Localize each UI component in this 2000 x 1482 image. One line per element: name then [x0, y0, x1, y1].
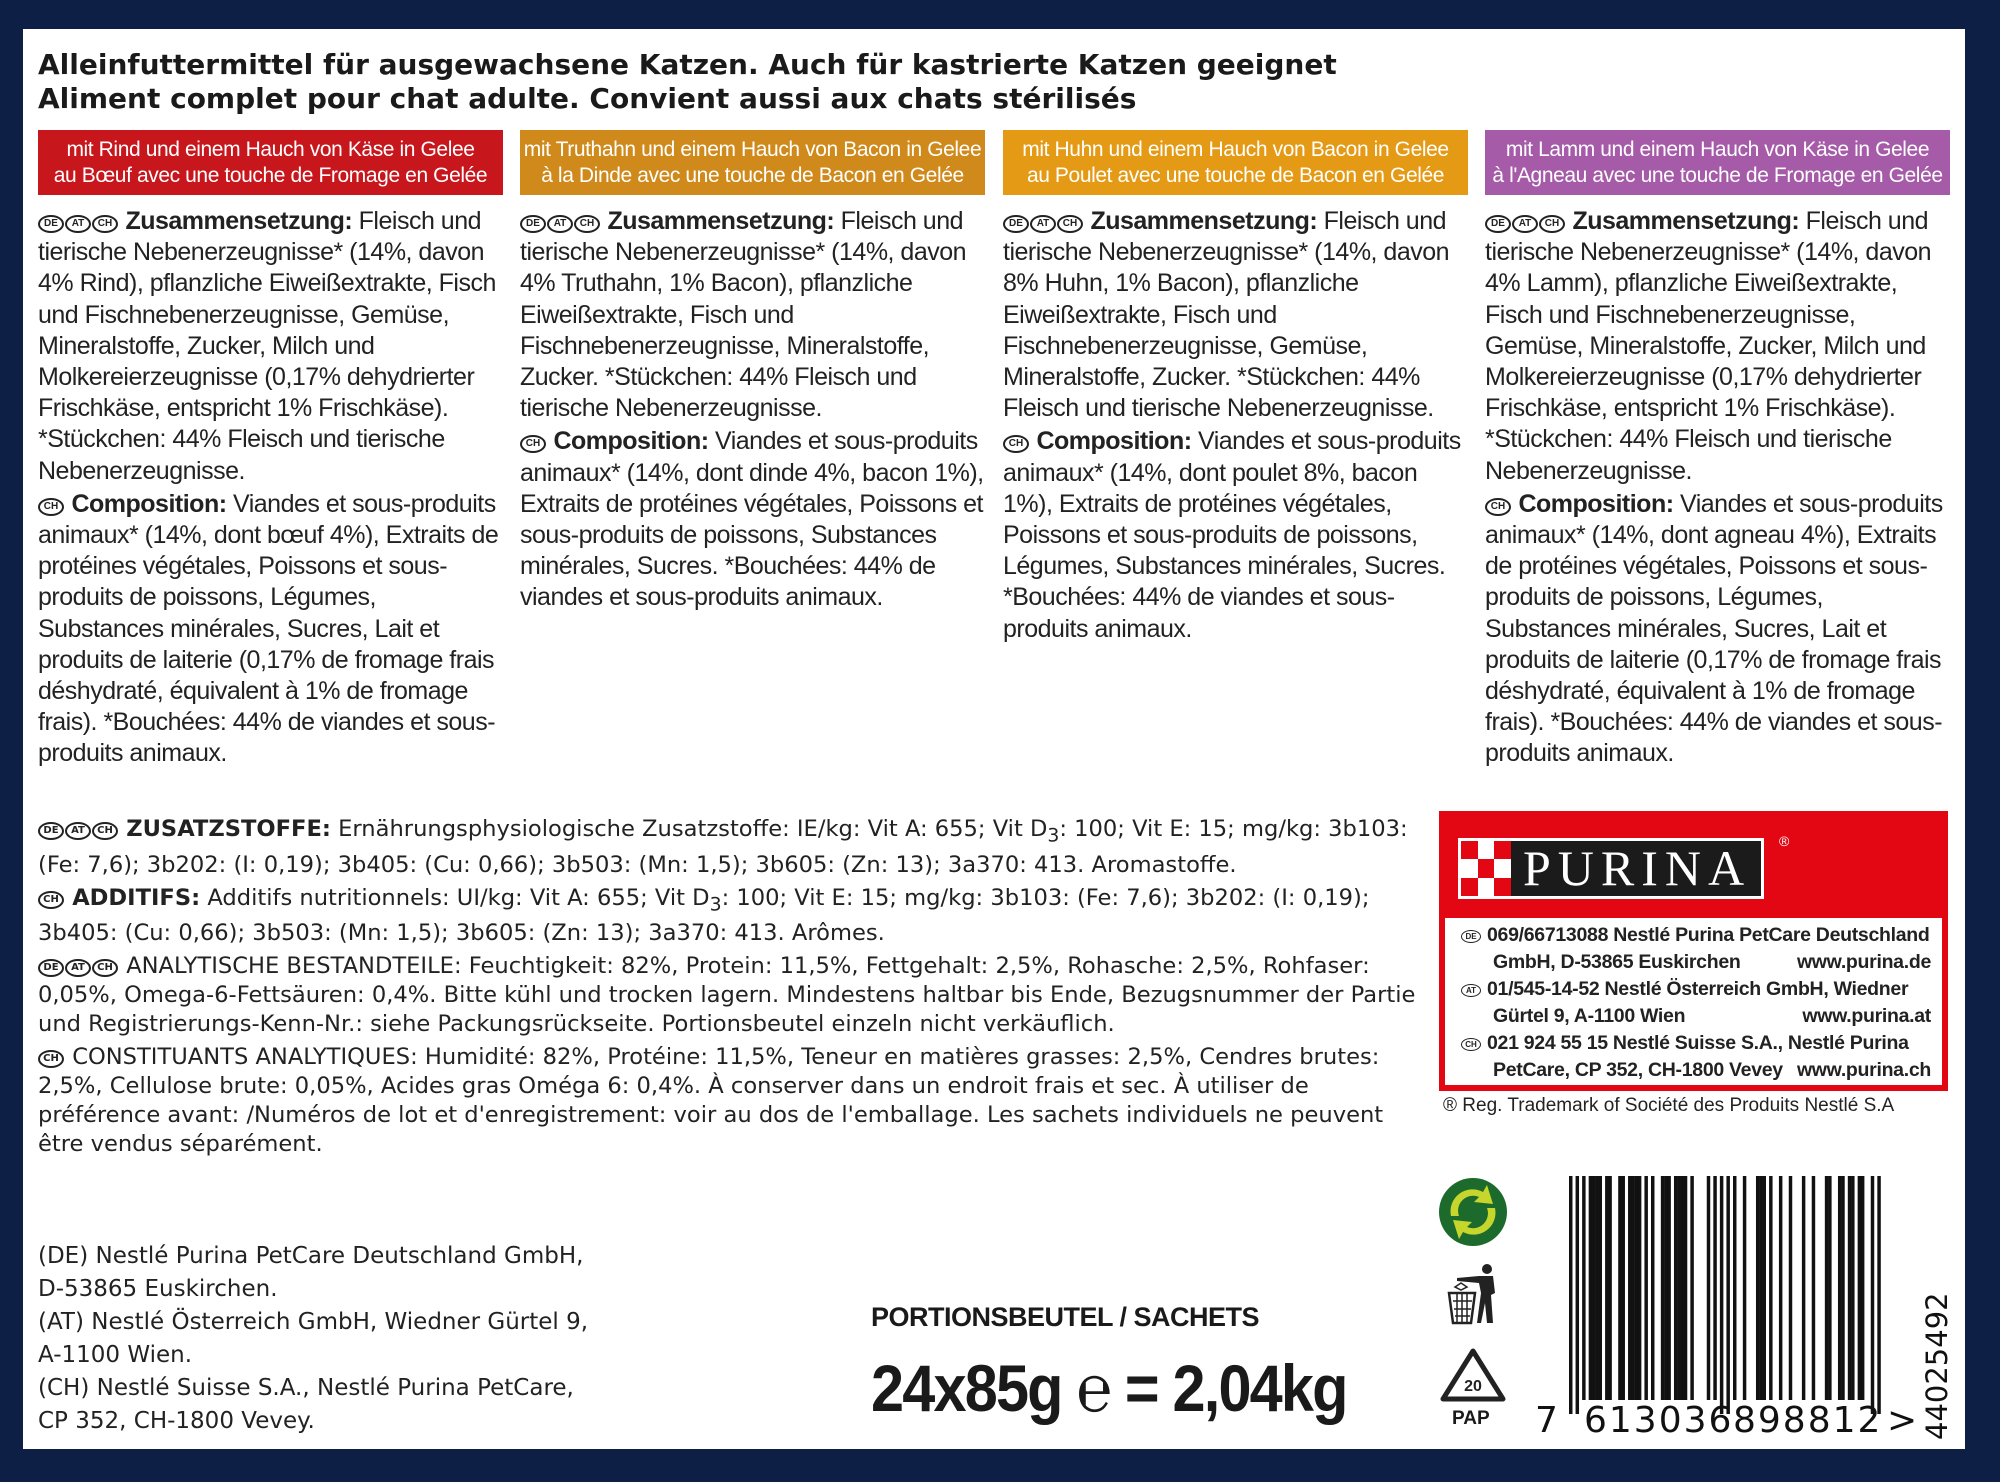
de-badge-icon: DE	[38, 215, 64, 233]
band-fr: au Poulet avec une touche de Bacon en Gelée	[1026, 163, 1445, 187]
de-badge-icon: DE	[38, 822, 64, 840]
text: PetCare, CP 352, CH-1800 Vevey	[1493, 1059, 1783, 1081]
barcode-bar	[1743, 1176, 1746, 1400]
barcode-bar	[1759, 1176, 1762, 1400]
composition-label: Zusammensetzung:	[1090, 207, 1318, 235]
barcode-bar	[1608, 1176, 1611, 1400]
website-link[interactable]: www.purina.at	[1802, 1005, 1931, 1027]
net-weight: 24x85g ℮ = 2,04kg	[871, 1351, 1347, 1425]
composition-column	[1485, 206, 1953, 772]
barcode-bar	[1861, 1176, 1864, 1400]
ch-badge-icon: CH	[1539, 215, 1565, 233]
composition-label: Zusammensetzung:	[607, 207, 835, 235]
composition-de	[38, 206, 506, 487]
at-badge-icon: AT	[65, 215, 91, 233]
pap-recycling-icon	[1437, 1347, 1509, 1409]
additives-fr	[38, 884, 1428, 949]
barcode-bar	[1769, 1176, 1772, 1400]
pap-number: 20	[1464, 1378, 1482, 1395]
barcode-bar	[1631, 1176, 1634, 1400]
text: : 100; Vit E: 15; mg/kg: 3b103: (Fe: 7,6); 3b202: (I: 0,19); 3b405: (Cu: 0,66); 3b503: (Mn: 1,5); 3b605: (Zn: 13); 3a370: 413. Aromastoffe.	[38, 816, 1408, 878]
text: Viandes et sous-produits animaux* (14%, dont bœuf 4%), Extraits de protéines végétales, Poissons et sous-produits de poissons, Légumes, Substances minérales, Sucres, Lait et produits de laiterie (0,17% de fromage frais déshydraté, équivalent à 1% de fromage frais). *Bouchées: 44% de viandes et sous-produits animaux.	[38, 489, 499, 768]
text: Gürtel 9, A-1100 Wien	[1493, 1005, 1686, 1027]
barcode-bar	[1733, 1176, 1736, 1400]
barcode-bar	[1644, 1176, 1647, 1400]
barcode-bar	[1877, 1176, 1880, 1414]
de-badge-icon: DE	[520, 215, 546, 233]
purina-box	[1439, 811, 1948, 1091]
at-badge-icon: AT	[65, 959, 91, 977]
barcode-bar	[1592, 1176, 1595, 1400]
composition-label: Composition:	[1518, 489, 1674, 518]
address-line: (AT) Nestlé Österreich GmbH, Wiedner Gürtel 9,	[38, 1309, 589, 1335]
ch-badge-icon: CH	[92, 215, 118, 233]
barcode-bar	[1763, 1176, 1766, 1400]
band-fr: à la Dinde avec une touche de Bacon en Gelée	[541, 163, 964, 187]
barcode-bar	[1667, 1176, 1670, 1400]
composition-label: Composition:	[553, 427, 709, 456]
composition-de	[520, 206, 988, 424]
barcode-bar	[1599, 1176, 1602, 1400]
barcode-bar	[1720, 1176, 1723, 1414]
barcode-bar	[1756, 1176, 1759, 1400]
additives-de-label: ZUSATZSTOFFE:	[126, 816, 331, 842]
ch-badge-icon: CH	[520, 435, 546, 453]
text: GmbH, D-53865 Euskirchen	[1493, 951, 1741, 973]
tidyman-icon	[1445, 1263, 1505, 1325]
barcode-bar	[1684, 1176, 1687, 1400]
composition-label: Composition:	[71, 489, 227, 518]
barcode-right-digits: 898812	[1733, 1400, 1883, 1441]
de-badge-icon: DE	[1461, 930, 1481, 943]
address-line: (DE) Nestlé Purina PetCare Deutschland GmbH,	[38, 1243, 584, 1269]
text: 01/545-14-52 Nestlé Österreich GmbH, Wiedner	[1487, 978, 1909, 1000]
barcode-bar	[1858, 1176, 1861, 1400]
address-line: D-53865 Euskirchen.	[38, 1276, 278, 1302]
pap-label: PAP	[1452, 1408, 1490, 1429]
at-badge-icon: AT	[65, 822, 91, 840]
at-badge-icon: AT	[1461, 984, 1481, 997]
ch-badge-icon: CH	[574, 215, 600, 233]
analytic-de	[38, 952, 1428, 1039]
logo-wordmark: PURINA	[1511, 841, 1761, 896]
barcode-bar	[1605, 1176, 1608, 1400]
barcode-bar	[1628, 1176, 1631, 1400]
portions-label: PORTIONSBEUTEL / SACHETS	[871, 1302, 1260, 1332]
composition-column	[520, 206, 988, 616]
green-dot-icon	[1437, 1176, 1509, 1248]
barcode-bar	[1789, 1176, 1792, 1400]
analytic-fr	[38, 1043, 1428, 1159]
composition-label: Zusammensetzung:	[1572, 207, 1800, 235]
checkerboard-icon	[1461, 841, 1511, 896]
additives-section	[38, 815, 1428, 1163]
contact-de	[1461, 922, 1931, 976]
barcode-bar	[1871, 1176, 1874, 1414]
barcode-arrow: >	[1887, 1400, 1918, 1441]
band-de: mit Huhn und einem Hauch von Bacon in Gelee	[1022, 137, 1449, 161]
website-link[interactable]: www.purina.de	[1796, 951, 1931, 973]
text: ANALYTISCHE BESTANDTEILE: Feuchtigkeit: 82%, Protein: 11,5%, Fettgehalt: 2,5%, Rohasche: 2,5%, Rohfaser: 0,05%, Omega-6-Fettsäuren: 0,4%. Bitte kühl und trocken lagern. Mindestens haltbar bis Ende, Bezugsnummer der Partie und Registrierungs-Kenn-Nr.: siehe Packungsrückseite. Portionsbeutel einzeln nicht verkäuflich.	[38, 953, 1416, 1038]
barcode-bar	[1595, 1176, 1598, 1400]
address-line: CP 352, CH-1800 Vevey.	[38, 1408, 315, 1434]
band-de: mit Lamm und einem Hauch von Käse in Gelee	[1505, 137, 1930, 161]
article-number: 44025492	[1920, 1292, 1954, 1440]
text: 021 924 55 15 Nestlé Suisse S.A., Nestlé Purina	[1487, 1032, 1909, 1054]
barcode-bar	[1838, 1176, 1841, 1400]
barcode-bar	[1713, 1176, 1716, 1400]
barcode-bar	[1825, 1176, 1828, 1400]
composition-fr	[1003, 426, 1471, 644]
barcode-bar	[1802, 1176, 1805, 1400]
text: Ernährungsphysiologische Zusatzstoffe: IE/kg: Vit A: 655; Vit D	[330, 816, 1048, 842]
ch-badge-icon: CH	[38, 891, 64, 909]
contact-ch	[1461, 1030, 1931, 1084]
band-fr: à l'Agneau avec une touche de Fromage en Gelée	[1492, 163, 1943, 187]
composition-label: Zusammensetzung:	[125, 207, 353, 235]
band-de: mit Truthahn und einem Hauch von Bacon in Gelee	[523, 137, 982, 161]
text: Additifs nutritionnels: UI/kg: Vit A: 655; Vit D	[200, 884, 710, 911]
ch-badge-icon: CH	[1003, 435, 1029, 453]
additives-de	[38, 815, 1428, 880]
text: Fleisch und tierische Nebenerzeugnisse* (14%, davon 8% Huhn, 1% Bacon), pflanzliche Eiweißextrakte, Fisch und Fischnebenerzeugnisse, Gemüse, Mineralstoffe, Zucker. *Stückchen: 44% Fleisch und tierische Nebenerzeugnisse.	[1003, 207, 1450, 423]
composition-de	[1003, 206, 1471, 424]
barcode-bar	[1621, 1176, 1624, 1400]
de-badge-icon: DE	[1485, 215, 1511, 233]
barcode-bar	[1635, 1176, 1638, 1400]
text: Viandes et sous-produits animaux* (14%, dont agneau 4%), Extraits de protéines végétales, Poissons et sous-produits de poissons, Légumes, Substances minérales, Sucres, Lait et produits de laiterie (0,17% de fromage frais déshydraté, équivalent à 1% de fromage frais). *Bouchées: 44% de viandes et sous-produits animaux.	[1485, 489, 1943, 768]
barcode-bar	[1828, 1176, 1831, 1400]
composition-fr	[1485, 489, 1953, 770]
purina-logo	[1458, 838, 1764, 899]
ch-badge-icon: CH	[38, 498, 64, 516]
barcode-first-digit: 7	[1535, 1400, 1558, 1441]
website-link[interactable]: www.purina.ch	[1796, 1059, 1931, 1081]
text: CONSTITUANTS ANALYTIQUES: Humidité: 82%, Protéine: 11,5%, Teneur en matières grasses: 2,5%, Cendres brutes: 2,5%, Cellulose brute: 0,05%, Acides gras Oméga 6: 0,4%. À conserver dans un endroit frais et sec. À utiliser de préférence avant: /Numéros de lot et d'enregistrement: voir au dos de l'emballage. Les sachets individuels ne peuvent être vendus séparément.	[38, 1044, 1384, 1158]
barcode-bar	[1661, 1176, 1664, 1400]
ch-badge-icon: CH	[92, 959, 118, 977]
barcode-bar	[1812, 1176, 1815, 1400]
variety-band	[1003, 130, 1468, 195]
text: Fleisch und tierische Nebenerzeugnisse* (14%, davon 4% Lamm), pflanzliche Eiweißextrakte, Fisch und Fischnebenerzeugnisse, Gemüse, Mineralstoffe, Zucker, Milch und Molkereierzeugnisse (0,17% dehydrierter Frischkäse, entspricht 1% Frischkäse). *Stückchen: 44% Fleisch und tierische Nebenerzeugnisse.	[1485, 207, 1932, 485]
barcode-bar	[1618, 1176, 1621, 1400]
text: Fleisch und tierische Nebenerzeugnisse* (14%, davon 4% Truthahn, 1% Bacon), pflanzliche Eiweißextrakte, Fisch und Fischnebenerzeugnisse, Mineralstoffe, Zucker. *Stückchen: 44% Fleisch und tierische Nebenerzeugnisse.	[520, 207, 967, 423]
contacts	[1445, 918, 1942, 1085]
composition-fr	[520, 426, 988, 613]
barcode-bar	[1681, 1176, 1684, 1400]
title-fr: Aliment complet pour chat adulte. Convient aussi aux chats stérilisés	[38, 82, 1137, 115]
address-line: (CH) Nestlé Suisse S.A., Nestlé Purina PetCare,	[38, 1375, 574, 1401]
barcode-bar	[1848, 1176, 1851, 1400]
subscript: 3	[709, 894, 722, 916]
barcode-bar	[1851, 1176, 1854, 1400]
de-badge-icon: DE	[38, 959, 64, 977]
barcode-bar	[1690, 1176, 1693, 1400]
trademark-note: ® Reg. Trademark of Société des Produits Nestlé S.A	[1443, 1095, 1895, 1116]
contact-at	[1461, 976, 1931, 1030]
band-de: mit Rind und einem Hauch von Käse in Gelee	[66, 137, 475, 161]
ch-badge-icon: CH	[1461, 1038, 1481, 1051]
composition-de	[1485, 206, 1953, 487]
barcode-bar	[1576, 1176, 1579, 1414]
additives-fr-label: ADDITIFS:	[72, 884, 201, 911]
text: Viandes et sous-produits animaux* (14%, dont poulet 8%, bacon 1%), Extraits de protéines végétales, Poissons et sous-produits de poissons, Légumes, Substances minérales, Sucres. *Bouchées: 44% de viandes et sous-produits animaux.	[1003, 427, 1461, 643]
barcode-bar	[1674, 1176, 1677, 1400]
barcode-bar	[1569, 1176, 1572, 1414]
barcode-bar	[1582, 1176, 1585, 1400]
barcode	[1569, 1176, 1889, 1416]
text: 069/66713088 Nestlé Purina PetCare Deutschland	[1487, 924, 1930, 946]
subscript: 3	[1047, 825, 1060, 847]
barcode-bar	[1677, 1176, 1680, 1400]
barcode-bar	[1841, 1176, 1844, 1400]
barcode-bar	[1638, 1176, 1641, 1400]
barcode-bar	[1664, 1176, 1667, 1400]
ch-badge-icon: CH	[1057, 215, 1083, 233]
text: Viandes et sous-produits animaux* (14%, dont dinde 4%, bacon 1%), Extraits de protéines végétales, Poissons et sous-produits de poissons, Substances minérales, Sucres. *Bouchées: 44% de viandes et sous-produits animaux.	[520, 427, 984, 612]
composition-column	[38, 206, 506, 772]
barcode-left-digits: 613036	[1584, 1400, 1734, 1441]
ch-badge-icon: CH	[1485, 498, 1511, 516]
at-badge-icon: AT	[547, 215, 573, 233]
barcode-bar	[1726, 1176, 1729, 1414]
text: Fleisch und tierische Nebenerzeugnisse* (14%, davon 4% Rind), pflanzliche Eiweißextrakte, Fisch und Fischnebenerzeugnisse, Gemüse, Mineralstoffe, Zucker, Milch und Molkereierzeugnisse (0,17% dehydrierter Frischkäse, entspricht 1% Frischkäse). *Stückchen: 44% Fleisch und tierische Nebenerzeugnisse.	[38, 207, 496, 485]
barcode-bar	[1779, 1176, 1782, 1400]
band-fr: au Bœuf avec une touche de Fromage en Gelée	[53, 163, 488, 187]
text: : 100; Vit E: 15; mg/kg: 3b103: (Fe: 7,6); 3b202: (I: 0,19); 3b405: (Cu: 0,66); 3b503: (Mn: 1,5); 3b605: (Zn: 13); 3a370: 413. Arômes.	[38, 884, 1370, 947]
title-de: Alleinfuttermittel für ausgewachsene Katzen. Auch für kastrierte Katzen geeignet	[38, 48, 1337, 81]
barcode-bar	[1651, 1176, 1654, 1400]
variety-band	[520, 130, 985, 195]
at-badge-icon: AT	[1030, 215, 1056, 233]
at-badge-icon: AT	[1512, 215, 1538, 233]
barcode-bar	[1589, 1176, 1592, 1400]
variety-band	[38, 130, 503, 195]
composition-label: Composition:	[1036, 427, 1192, 456]
de-badge-icon: DE	[1003, 215, 1029, 233]
addresses	[38, 1240, 738, 1438]
registered-mark: ®	[1779, 833, 1790, 849]
composition-fr	[38, 489, 506, 770]
composition-column	[1003, 206, 1471, 647]
variety-band	[1485, 130, 1950, 195]
address-line: A-1100 Wien.	[38, 1342, 193, 1368]
ch-badge-icon: CH	[92, 822, 118, 840]
barcode-bar	[1707, 1176, 1710, 1400]
ch-badge-icon: CH	[38, 1050, 64, 1068]
